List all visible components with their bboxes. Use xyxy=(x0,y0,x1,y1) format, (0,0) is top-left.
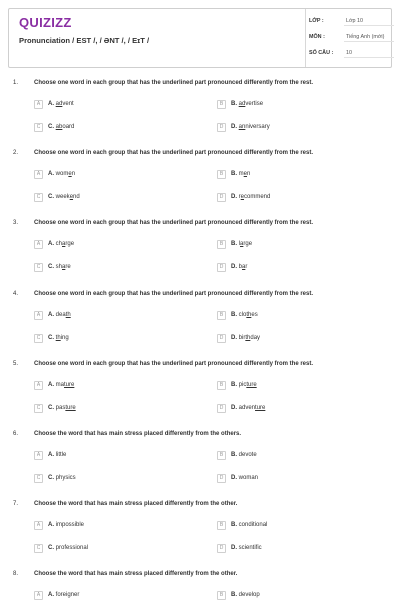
underlined-part: e xyxy=(240,194,245,201)
option-text: C. professional xyxy=(48,545,89,552)
option-letter-box: B xyxy=(217,381,226,390)
option-text: A. mature xyxy=(48,381,75,388)
option-letter-box: A xyxy=(34,311,43,320)
option-letter-box: B xyxy=(217,521,226,530)
option-text: A. foreigner xyxy=(48,592,80,599)
option-letter-box: C xyxy=(34,193,43,202)
option-letter-box: C xyxy=(34,263,43,272)
option-text: D. adventure xyxy=(231,404,266,411)
question-text: Choose the word that has main stress placed differently from the others. xyxy=(34,431,242,437)
option-letter-box: B xyxy=(217,451,226,460)
option-letter-box: D xyxy=(217,544,226,553)
option-text: D. bar xyxy=(231,264,248,271)
option-prefix: A. xyxy=(48,311,56,318)
option-prefix: A. xyxy=(48,381,56,388)
question-number: 7. xyxy=(13,501,19,508)
option-letter-box: B xyxy=(217,311,226,320)
option-text: D. scientific xyxy=(231,545,262,552)
option-letter-box: D xyxy=(217,263,226,272)
option-prefix: C. xyxy=(48,545,56,552)
underlined-part: ture xyxy=(246,381,257,388)
option-prefix: B. xyxy=(231,522,239,529)
meta-label: MÔN : xyxy=(309,34,325,40)
underlined-part: ture xyxy=(255,404,266,411)
option-text: C. aboard xyxy=(48,124,75,130)
underlined-part: th xyxy=(55,334,61,341)
option-letter-box: A xyxy=(34,381,43,390)
option-text: D. recommend xyxy=(231,194,271,201)
underlined-part: th xyxy=(245,334,251,341)
quizizz-logo: QUIZIZZ xyxy=(19,15,72,30)
meta-value: Lớp 10 xyxy=(346,18,364,24)
underlined-part: e xyxy=(68,171,72,178)
option-text: D. birthday xyxy=(231,334,261,341)
option-prefix: D. xyxy=(231,334,239,341)
underlined-part: ad xyxy=(55,101,63,107)
meta-value: 10 xyxy=(346,50,352,56)
option-text: B. picture xyxy=(231,381,257,388)
question-number: 1. xyxy=(13,80,19,86)
option-letter-box: A xyxy=(34,100,43,109)
question-text: Choose one word in each group that has the underlined part pronounced differently from the rest. xyxy=(34,360,314,367)
header-divider xyxy=(305,9,306,67)
worksheet-title: Pronunciation / EST /, / ƏNT /, / EɪT / xyxy=(19,36,150,45)
option-prefix: B. xyxy=(231,171,239,178)
question-text: Choose one word in each group that has the underlined part pronounced differently from the rest. xyxy=(34,150,314,157)
option-prefix: D. xyxy=(231,194,239,201)
option-prefix: B. xyxy=(231,311,239,318)
underlined-part: ad xyxy=(238,101,246,107)
option-prefix: B. xyxy=(231,101,239,107)
question-number: 5. xyxy=(13,360,19,367)
option-letter-box: C xyxy=(34,334,43,343)
option-prefix: C. xyxy=(48,404,56,411)
question-number: 6. xyxy=(13,431,19,437)
option-prefix: A. xyxy=(48,101,56,107)
option-text: B. develop xyxy=(231,592,260,599)
option-letter-box: D xyxy=(217,193,226,202)
option-prefix: D. xyxy=(231,124,239,130)
question-text: Choose one word in each group that has the underlined part pronounced differently from the rest. xyxy=(34,290,314,297)
question-text: Choose the word that has main stress placed differently from the other. xyxy=(34,571,238,578)
option-text: C. share xyxy=(48,264,71,271)
option-letter-box: D xyxy=(217,404,226,413)
meta-label: SỐ CÂU : xyxy=(309,50,334,56)
option-letter-box: B xyxy=(217,100,226,109)
option-text: C. weekend xyxy=(48,194,80,201)
underlined-part: ture xyxy=(64,381,75,388)
option-prefix: C. xyxy=(48,194,56,201)
underlined-part: a xyxy=(240,241,244,248)
option-prefix: A. xyxy=(48,452,56,458)
meta-underline xyxy=(344,41,394,42)
option-letter-box: A xyxy=(34,240,43,249)
option-letter-box: A xyxy=(34,170,43,179)
underlined-part: th xyxy=(246,311,252,318)
underlined-part: a xyxy=(62,241,66,248)
option-prefix: D. xyxy=(231,545,239,552)
option-text: A. death xyxy=(48,311,71,318)
option-prefix: C. xyxy=(48,475,56,481)
option-prefix: B. xyxy=(231,592,239,599)
option-text: B. advertise xyxy=(231,101,264,107)
option-letter-box: C xyxy=(34,123,43,132)
option-letter-box: B xyxy=(217,170,226,179)
underlined-part: ab xyxy=(55,124,63,130)
option-text: A. women xyxy=(48,171,76,178)
option-prefix: C. xyxy=(48,124,56,130)
question-text: Choose the word that has main stress placed differently from the other. xyxy=(34,501,238,508)
option-prefix: B. xyxy=(231,381,239,388)
option-text: C. physics xyxy=(48,475,76,481)
question-text: Choose one word in each group that has the underlined part pronounced differently from the rest. xyxy=(34,220,314,227)
underlined-part: a xyxy=(242,264,246,271)
option-prefix: A. xyxy=(48,171,56,178)
option-prefix: B. xyxy=(231,241,239,248)
option-text: B. men xyxy=(231,171,251,178)
option-text: A. little xyxy=(48,452,67,458)
question-number: 8. xyxy=(13,571,19,578)
underlined-part: ture xyxy=(65,404,76,411)
option-text: B. conditional xyxy=(231,522,268,529)
underlined-part: an xyxy=(238,124,246,130)
question-number: 3. xyxy=(13,220,19,227)
option-text: B. large xyxy=(231,241,253,248)
underlined-part: th xyxy=(65,311,71,318)
option-text: B. clothes xyxy=(231,311,258,318)
option-prefix: A. xyxy=(48,241,56,248)
option-text: A. advent xyxy=(48,101,74,107)
meta-underline xyxy=(344,57,394,58)
option-text: C. pasture xyxy=(48,404,76,411)
option-letter-box: C xyxy=(34,404,43,413)
meta-value: Tiếng Anh (mới) xyxy=(346,34,385,40)
underlined-part: e xyxy=(243,171,248,178)
option-prefix: D. xyxy=(231,475,239,481)
option-letter-box: A xyxy=(34,521,43,530)
question-number: 4. xyxy=(13,290,19,297)
meta-label: LỚP : xyxy=(309,18,324,24)
option-letter-box: D xyxy=(217,334,226,343)
option-prefix: D. xyxy=(231,264,239,271)
option-prefix: C. xyxy=(48,264,56,271)
option-prefix: D. xyxy=(231,404,239,411)
option-letter-box: C xyxy=(34,474,43,483)
option-text: D. anniversary xyxy=(231,124,270,130)
option-letter-box: D xyxy=(217,123,226,132)
option-text: B. devote xyxy=(231,452,257,458)
option-text: D. woman xyxy=(231,475,259,481)
meta-underline xyxy=(344,25,394,26)
option-letter-box: D xyxy=(217,474,226,483)
underlined-part: e xyxy=(69,194,74,201)
option-prefix: B. xyxy=(231,452,239,458)
option-text: A. charge xyxy=(48,241,75,248)
question-number: 2. xyxy=(13,150,19,157)
option-letter-box: B xyxy=(217,591,226,600)
option-prefix: A. xyxy=(48,522,56,529)
option-letter-box: B xyxy=(217,240,226,249)
option-prefix: A. xyxy=(48,592,56,599)
option-letter-box: A xyxy=(34,591,43,600)
option-letter-box: C xyxy=(34,544,43,553)
underlined-part: a xyxy=(62,264,66,271)
option-text: A. impossible xyxy=(48,522,85,529)
question-text: Choose one word in each group that has the underlined part pronounced differently from the rest. xyxy=(34,80,314,86)
worksheet-header xyxy=(8,8,392,68)
option-prefix: C. xyxy=(48,334,56,341)
option-text: C. thing xyxy=(48,334,69,341)
option-letter-box: A xyxy=(34,451,43,460)
